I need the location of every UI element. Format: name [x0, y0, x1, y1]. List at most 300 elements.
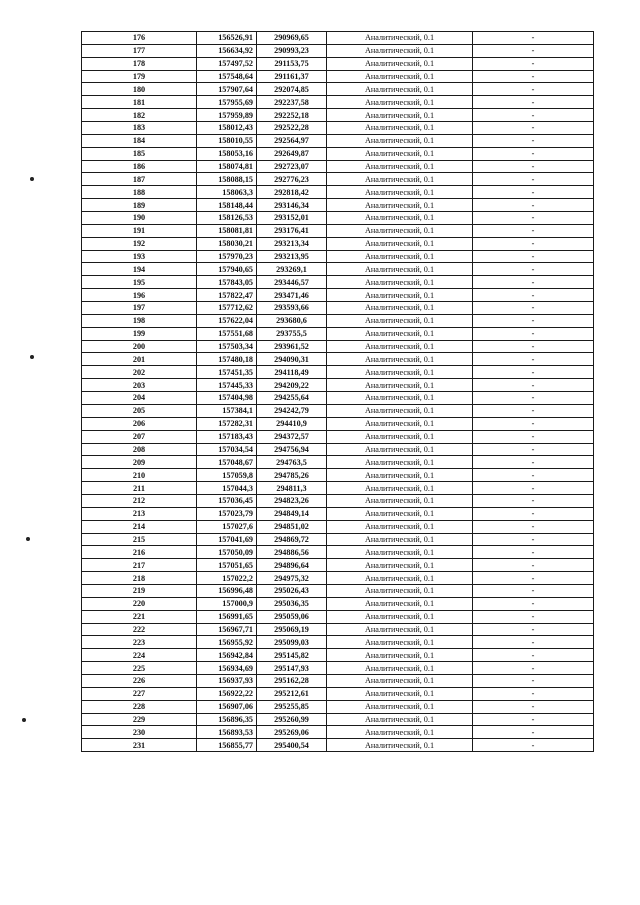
note-cell: - [473, 289, 594, 302]
method-cell: Аналитический, 0.1 [327, 507, 473, 520]
method-cell: Аналитический, 0.1 [327, 713, 473, 726]
table-row [82, 173, 594, 186]
point-number-cell: 177 [82, 44, 197, 57]
method-cell: Аналитический, 0.1 [327, 224, 473, 237]
x-coordinate-cell: 157282,31 [197, 417, 257, 430]
method-cell: Аналитический, 0.1 [327, 57, 473, 70]
y-coordinate-cell: 294811,3 [257, 482, 327, 495]
table-row [82, 636, 594, 649]
table-row [82, 44, 594, 57]
table-row [82, 546, 594, 559]
x-coordinate-cell: 158088,15 [197, 173, 257, 186]
method-cell: Аналитический, 0.1 [327, 404, 473, 417]
table-row [82, 430, 594, 443]
y-coordinate-cell: 292723,07 [257, 160, 327, 173]
method-cell: Аналитический, 0.1 [327, 533, 473, 546]
x-coordinate-cell: 158074,81 [197, 160, 257, 173]
table-row [82, 572, 594, 585]
method-cell: Аналитический, 0.1 [327, 147, 473, 160]
table-row [82, 597, 594, 610]
method-cell: Аналитический, 0.1 [327, 83, 473, 96]
table-row [82, 520, 594, 533]
note-cell: - [473, 713, 594, 726]
scan-mark [30, 355, 34, 359]
y-coordinate-cell: 292776,23 [257, 173, 327, 186]
point-number-cell: 217 [82, 559, 197, 572]
table-row [82, 340, 594, 353]
point-number-cell: 184 [82, 134, 197, 147]
x-coordinate-cell: 157036,45 [197, 494, 257, 507]
y-coordinate-cell: 294242,79 [257, 404, 327, 417]
y-coordinate-cell: 290969,65 [257, 32, 327, 45]
y-coordinate-cell: 294118,49 [257, 366, 327, 379]
table-row [82, 353, 594, 366]
method-cell: Аналитический, 0.1 [327, 417, 473, 430]
table-row [82, 417, 594, 430]
point-number-cell: 178 [82, 57, 197, 70]
x-coordinate-cell: 157907,64 [197, 83, 257, 96]
note-cell: - [473, 327, 594, 340]
x-coordinate-cell: 156855,77 [197, 739, 257, 752]
y-coordinate-cell: 293146,34 [257, 199, 327, 212]
note-cell: - [473, 70, 594, 83]
x-coordinate-cell: 157959,89 [197, 109, 257, 122]
note-cell: - [473, 597, 594, 610]
note-cell: - [473, 186, 594, 199]
point-number-cell: 202 [82, 366, 197, 379]
table-row [82, 469, 594, 482]
method-cell: Аналитический, 0.1 [327, 469, 473, 482]
y-coordinate-cell: 294209,22 [257, 379, 327, 392]
note-cell: - [473, 57, 594, 70]
table-row [82, 224, 594, 237]
method-cell: Аналитический, 0.1 [327, 662, 473, 675]
note-cell: - [473, 32, 594, 45]
method-cell: Аналитический, 0.1 [327, 482, 473, 495]
table-row [82, 314, 594, 327]
method-cell: Аналитический, 0.1 [327, 186, 473, 199]
x-coordinate-cell: 158030,21 [197, 237, 257, 250]
y-coordinate-cell: 292252,18 [257, 109, 327, 122]
method-cell: Аналитический, 0.1 [327, 546, 473, 559]
table-row [82, 302, 594, 315]
y-coordinate-cell: 295069,19 [257, 623, 327, 636]
x-coordinate-cell: 156991,65 [197, 610, 257, 623]
method-cell: Аналитический, 0.1 [327, 122, 473, 135]
point-number-cell: 198 [82, 314, 197, 327]
point-number-cell: 194 [82, 263, 197, 276]
note-cell: - [473, 224, 594, 237]
point-number-cell: 208 [82, 443, 197, 456]
x-coordinate-cell: 157551,68 [197, 327, 257, 340]
y-coordinate-cell: 292237,58 [257, 96, 327, 109]
y-coordinate-cell: 294975,32 [257, 572, 327, 585]
method-cell: Аналитический, 0.1 [327, 289, 473, 302]
method-cell: Аналитический, 0.1 [327, 276, 473, 289]
y-coordinate-cell: 292074,85 [257, 83, 327, 96]
note-cell: - [473, 726, 594, 739]
point-number-cell: 193 [82, 250, 197, 263]
note-cell: - [473, 546, 594, 559]
note-cell: - [473, 610, 594, 623]
x-coordinate-cell: 157059,8 [197, 469, 257, 482]
x-coordinate-cell: 157041,69 [197, 533, 257, 546]
y-coordinate-cell: 294849,14 [257, 507, 327, 520]
method-cell: Аналитический, 0.1 [327, 494, 473, 507]
note-cell: - [473, 507, 594, 520]
x-coordinate-cell: 157051,65 [197, 559, 257, 572]
table-row [82, 160, 594, 173]
note-cell: - [473, 276, 594, 289]
x-coordinate-cell: 156996,48 [197, 584, 257, 597]
table-row [82, 250, 594, 263]
method-cell: Аналитический, 0.1 [327, 636, 473, 649]
x-coordinate-cell: 156937,93 [197, 674, 257, 687]
method-cell: Аналитический, 0.1 [327, 572, 473, 585]
y-coordinate-cell: 293176,41 [257, 224, 327, 237]
table-row [82, 610, 594, 623]
method-cell: Аналитический, 0.1 [327, 109, 473, 122]
y-coordinate-cell: 295162,28 [257, 674, 327, 687]
method-cell: Аналитический, 0.1 [327, 340, 473, 353]
note-cell: - [473, 662, 594, 675]
method-cell: Аналитический, 0.1 [327, 430, 473, 443]
point-number-cell: 190 [82, 212, 197, 225]
point-number-cell: 218 [82, 572, 197, 585]
table-row [82, 276, 594, 289]
note-cell: - [473, 134, 594, 147]
y-coordinate-cell: 293213,95 [257, 250, 327, 263]
table-row [82, 237, 594, 250]
x-coordinate-cell: 157384,1 [197, 404, 257, 417]
y-coordinate-cell: 294255,64 [257, 392, 327, 405]
y-coordinate-cell: 294896,64 [257, 559, 327, 572]
x-coordinate-cell: 157480,18 [197, 353, 257, 366]
table-row [82, 726, 594, 739]
y-coordinate-cell: 295269,06 [257, 726, 327, 739]
y-coordinate-cell: 295145,82 [257, 649, 327, 662]
method-cell: Аналитический, 0.1 [327, 250, 473, 263]
table-row [82, 57, 594, 70]
point-number-cell: 179 [82, 70, 197, 83]
table-row [82, 662, 594, 675]
y-coordinate-cell: 293152,01 [257, 212, 327, 225]
method-cell: Аналитический, 0.1 [327, 610, 473, 623]
point-number-cell: 197 [82, 302, 197, 315]
table-row [82, 186, 594, 199]
point-number-cell: 219 [82, 584, 197, 597]
y-coordinate-cell: 294372,57 [257, 430, 327, 443]
y-coordinate-cell: 293755,5 [257, 327, 327, 340]
point-number-cell: 215 [82, 533, 197, 546]
point-number-cell: 195 [82, 276, 197, 289]
point-number-cell: 212 [82, 494, 197, 507]
y-coordinate-cell: 293213,34 [257, 237, 327, 250]
table-row [82, 83, 594, 96]
note-cell: - [473, 572, 594, 585]
table-row [82, 404, 594, 417]
point-number-cell: 191 [82, 224, 197, 237]
table-row [82, 533, 594, 546]
note-cell: - [473, 533, 594, 546]
x-coordinate-cell: 157955,69 [197, 96, 257, 109]
x-coordinate-cell: 158126,53 [197, 212, 257, 225]
point-number-cell: 216 [82, 546, 197, 559]
point-number-cell: 199 [82, 327, 197, 340]
x-coordinate-cell: 158012,43 [197, 122, 257, 135]
table-row [82, 134, 594, 147]
table-row [82, 623, 594, 636]
y-coordinate-cell: 292818,42 [257, 186, 327, 199]
y-coordinate-cell: 295260,99 [257, 713, 327, 726]
point-number-cell: 180 [82, 83, 197, 96]
x-coordinate-cell: 157050,09 [197, 546, 257, 559]
table-row [82, 212, 594, 225]
note-cell: - [473, 263, 594, 276]
method-cell: Аналитический, 0.1 [327, 327, 473, 340]
y-coordinate-cell: 294785,26 [257, 469, 327, 482]
method-cell: Аналитический, 0.1 [327, 32, 473, 45]
point-number-cell: 181 [82, 96, 197, 109]
table-row [82, 109, 594, 122]
method-cell: Аналитический, 0.1 [327, 726, 473, 739]
method-cell: Аналитический, 0.1 [327, 520, 473, 533]
y-coordinate-cell: 292522,28 [257, 122, 327, 135]
note-cell: - [473, 469, 594, 482]
point-number-cell: 227 [82, 687, 197, 700]
note-cell: - [473, 199, 594, 212]
point-number-cell: 221 [82, 610, 197, 623]
point-number-cell: 222 [82, 623, 197, 636]
x-coordinate-cell: 158053,16 [197, 147, 257, 160]
point-number-cell: 207 [82, 430, 197, 443]
y-coordinate-cell: 295026,43 [257, 584, 327, 597]
y-coordinate-cell: 295255,85 [257, 700, 327, 713]
point-number-cell: 176 [82, 32, 197, 45]
note-cell: - [473, 83, 594, 96]
note-cell: - [473, 636, 594, 649]
table-row [82, 584, 594, 597]
table-row [82, 687, 594, 700]
point-number-cell: 213 [82, 507, 197, 520]
table-row [82, 700, 594, 713]
note-cell: - [473, 687, 594, 700]
method-cell: Аналитический, 0.1 [327, 314, 473, 327]
table-row [82, 456, 594, 469]
x-coordinate-cell: 157843,05 [197, 276, 257, 289]
x-coordinate-cell: 158063,3 [197, 186, 257, 199]
y-coordinate-cell: 295099,03 [257, 636, 327, 649]
y-coordinate-cell: 295400,54 [257, 739, 327, 752]
note-cell: - [473, 340, 594, 353]
x-coordinate-cell: 157497,52 [197, 57, 257, 70]
x-coordinate-cell: 157548,64 [197, 70, 257, 83]
x-coordinate-cell: 157622,04 [197, 314, 257, 327]
x-coordinate-cell: 157183,43 [197, 430, 257, 443]
method-cell: Аналитический, 0.1 [327, 456, 473, 469]
x-coordinate-cell: 156893,53 [197, 726, 257, 739]
point-number-cell: 214 [82, 520, 197, 533]
x-coordinate-cell: 157712,62 [197, 302, 257, 315]
point-number-cell: 229 [82, 713, 197, 726]
x-coordinate-cell: 156907,06 [197, 700, 257, 713]
method-cell: Аналитический, 0.1 [327, 687, 473, 700]
note-cell: - [473, 109, 594, 122]
point-number-cell: 226 [82, 674, 197, 687]
note-cell: - [473, 250, 594, 263]
coordinates-table-body [82, 32, 594, 752]
note-cell: - [473, 366, 594, 379]
x-coordinate-cell: 158010,55 [197, 134, 257, 147]
x-coordinate-cell: 156896,35 [197, 713, 257, 726]
method-cell: Аналитический, 0.1 [327, 302, 473, 315]
x-coordinate-cell: 157940,65 [197, 263, 257, 276]
y-coordinate-cell: 294823,26 [257, 494, 327, 507]
method-cell: Аналитический, 0.1 [327, 96, 473, 109]
point-number-cell: 230 [82, 726, 197, 739]
y-coordinate-cell: 293471,46 [257, 289, 327, 302]
note-cell: - [473, 482, 594, 495]
note-cell: - [473, 173, 594, 186]
x-coordinate-cell: 156955,92 [197, 636, 257, 649]
table-row [82, 443, 594, 456]
method-cell: Аналитический, 0.1 [327, 559, 473, 572]
table-row [82, 739, 594, 752]
point-number-cell: 186 [82, 160, 197, 173]
point-number-cell: 220 [82, 597, 197, 610]
note-cell: - [473, 456, 594, 469]
method-cell: Аналитический, 0.1 [327, 173, 473, 186]
point-number-cell: 205 [82, 404, 197, 417]
note-cell: - [473, 314, 594, 327]
x-coordinate-cell: 157404,98 [197, 392, 257, 405]
table-row [82, 559, 594, 572]
x-coordinate-cell: 157503,34 [197, 340, 257, 353]
note-cell: - [473, 443, 594, 456]
y-coordinate-cell: 293680,6 [257, 314, 327, 327]
note-cell: - [473, 302, 594, 315]
x-coordinate-cell: 156942,84 [197, 649, 257, 662]
note-cell: - [473, 392, 594, 405]
method-cell: Аналитический, 0.1 [327, 623, 473, 636]
point-number-cell: 206 [82, 417, 197, 430]
x-coordinate-cell: 158148,44 [197, 199, 257, 212]
note-cell: - [473, 44, 594, 57]
coordinates-table [81, 31, 594, 752]
y-coordinate-cell: 291161,37 [257, 70, 327, 83]
note-cell: - [473, 584, 594, 597]
note-cell: - [473, 237, 594, 250]
y-coordinate-cell: 292564,97 [257, 134, 327, 147]
note-cell: - [473, 559, 594, 572]
method-cell: Аналитический, 0.1 [327, 739, 473, 752]
y-coordinate-cell: 295147,93 [257, 662, 327, 675]
y-coordinate-cell: 294756,94 [257, 443, 327, 456]
table-row [82, 199, 594, 212]
table-row [82, 263, 594, 276]
point-number-cell: 192 [82, 237, 197, 250]
y-coordinate-cell: 295212,61 [257, 687, 327, 700]
table-row [82, 122, 594, 135]
note-cell: - [473, 417, 594, 430]
method-cell: Аналитический, 0.1 [327, 584, 473, 597]
note-cell: - [473, 430, 594, 443]
point-number-cell: 188 [82, 186, 197, 199]
x-coordinate-cell: 157000,9 [197, 597, 257, 610]
point-number-cell: 182 [82, 109, 197, 122]
note-cell: - [473, 674, 594, 687]
y-coordinate-cell: 291153,75 [257, 57, 327, 70]
note-cell: - [473, 739, 594, 752]
x-coordinate-cell: 157027,6 [197, 520, 257, 533]
point-number-cell: 211 [82, 482, 197, 495]
y-coordinate-cell: 290993,23 [257, 44, 327, 57]
x-coordinate-cell: 156526,91 [197, 32, 257, 45]
x-coordinate-cell: 156967,71 [197, 623, 257, 636]
x-coordinate-cell: 156934,69 [197, 662, 257, 675]
method-cell: Аналитический, 0.1 [327, 649, 473, 662]
table-row [82, 366, 594, 379]
x-coordinate-cell: 156634,92 [197, 44, 257, 57]
point-number-cell: 189 [82, 199, 197, 212]
point-number-cell: 228 [82, 700, 197, 713]
point-number-cell: 196 [82, 289, 197, 302]
table-row [82, 70, 594, 83]
method-cell: Аналитический, 0.1 [327, 392, 473, 405]
point-number-cell: 183 [82, 122, 197, 135]
method-cell: Аналитический, 0.1 [327, 134, 473, 147]
note-cell: - [473, 379, 594, 392]
x-coordinate-cell: 157445,33 [197, 379, 257, 392]
point-number-cell: 201 [82, 353, 197, 366]
y-coordinate-cell: 294763,5 [257, 456, 327, 469]
y-coordinate-cell: 294886,56 [257, 546, 327, 559]
y-coordinate-cell: 294410,9 [257, 417, 327, 430]
y-coordinate-cell: 293593,66 [257, 302, 327, 315]
x-coordinate-cell: 157022,2 [197, 572, 257, 585]
table-row [82, 32, 594, 45]
table-row [82, 713, 594, 726]
method-cell: Аналитический, 0.1 [327, 379, 473, 392]
method-cell: Аналитический, 0.1 [327, 700, 473, 713]
method-cell: Аналитический, 0.1 [327, 212, 473, 225]
method-cell: Аналитический, 0.1 [327, 597, 473, 610]
point-number-cell: 185 [82, 147, 197, 160]
method-cell: Аналитический, 0.1 [327, 237, 473, 250]
method-cell: Аналитический, 0.1 [327, 366, 473, 379]
table-row [82, 482, 594, 495]
x-coordinate-cell: 158081,81 [197, 224, 257, 237]
table-row [82, 494, 594, 507]
y-coordinate-cell: 295059,06 [257, 610, 327, 623]
method-cell: Аналитический, 0.1 [327, 70, 473, 83]
point-number-cell: 204 [82, 392, 197, 405]
note-cell: - [473, 649, 594, 662]
table-row [82, 392, 594, 405]
x-coordinate-cell: 156922,22 [197, 687, 257, 700]
note-cell: - [473, 520, 594, 533]
point-number-cell: 187 [82, 173, 197, 186]
x-coordinate-cell: 157044,3 [197, 482, 257, 495]
note-cell: - [473, 494, 594, 507]
point-number-cell: 210 [82, 469, 197, 482]
method-cell: Аналитический, 0.1 [327, 353, 473, 366]
scan-mark [30, 177, 34, 181]
point-number-cell: 224 [82, 649, 197, 662]
note-cell: - [473, 96, 594, 109]
table-row [82, 379, 594, 392]
x-coordinate-cell: 157048,67 [197, 456, 257, 469]
